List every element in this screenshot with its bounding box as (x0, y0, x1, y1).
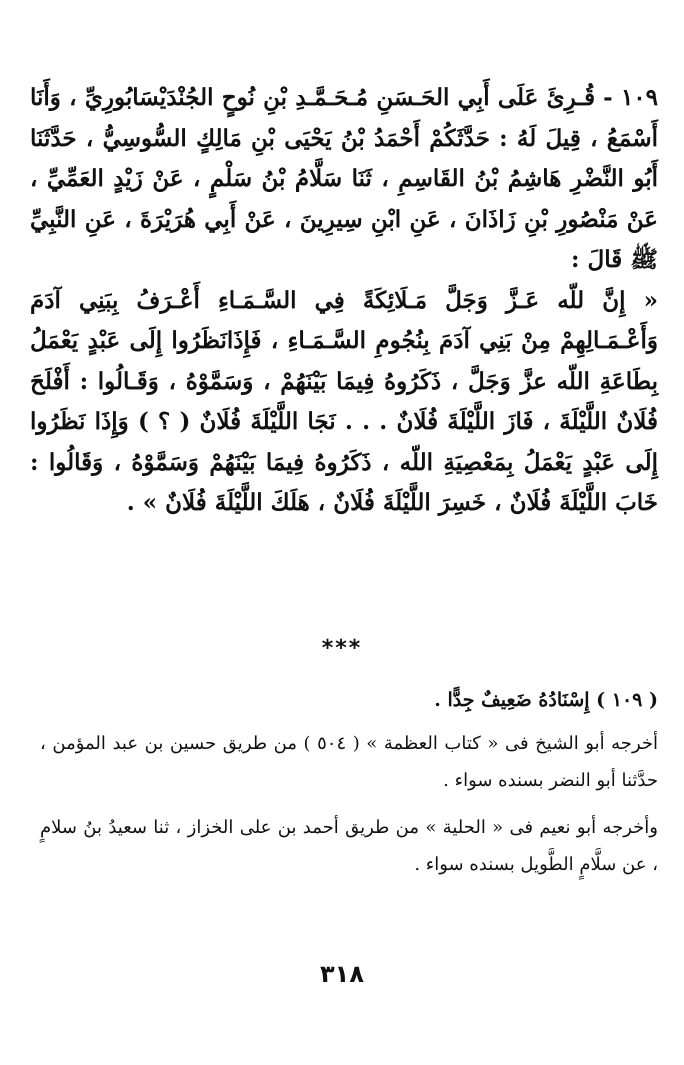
hadith-isnad: قُـرِئَ عَلَى أَبِي الحَـسَنِ مُـحَـمَّـدِ بْنِ نُوحٍ الجُنْدَيْسَابُورِيِّ ، وَأَنَا أَسْمَعُ ، قِيلَ لَهُ : حَدَّثَكُمْ أَحْمَدُ بْنُ يَحْيَى بْنِ مَالِكٍ السُّوسِيُّ ، حَدَّثَنَا أَبُو النَّضْرِ هَاشِمُ بْنُ القَاسِمِ ، ثَنَا سَلَّامُ بْنُ سَلْمٍ ، عَنْ زَيْدٍ العَمِّيِّ ، عَنْ مَنْصُورِ بْنِ زَاذَانَ ، عَنِ ابْنِ سِيرِينَ ، عَنْ أَبِي هُرَيْرَةَ ، عَنِ النَّبِيِّ ﷺ قَالَ : (30, 84, 658, 273)
footnote-paragraph: وأخرجه أبو نعيم فى « الحلية » من طريق أحمد بن على الخزاز ، ثنا سعيدُ بنُ سلامٍ ، عن سلَّامٍ الطَّويل بسنده سواء . (40, 817, 658, 875)
footnote-paragraph: أخرجه أبو الشيخ فى « كتاب العظمة » ( ٥٠٤ ) من طريق حسين بن عبد المؤمن ، حدَّثنا أبو النضر بسنده سواء . (40, 733, 658, 791)
footnote (40, 682, 658, 883)
section-separator: *** (321, 636, 363, 661)
hadith-text (30, 78, 658, 524)
page-number: ٣١٨ (320, 960, 364, 988)
footnote-heading: ( ١٠٩ ) إِسْنَادُهُ ضَعِيفٌ جِدًّا . (434, 689, 658, 711)
hadith-quote: « إِنَّ للّه عَـزَّ وَجَلَّ مَـلَائِكَةً فِي السَّـمَـاءِ أَعْـرَفُ بِبَنِي آدَمَ وَأَعْـمَـالِهِمْ مِنْ بَنِي آدَمَ بِنُجُومِ السَّـمَـاءِ ، فَإِذَانَظَرُوا إِلَى عَبْدٍ يَعْمَلُ بِطَاعَةِ اللّه عزَّ وَجَلَّ ، ذَكَرُوهُ فِيمَا بَيْنَهُمْ ، وَسَمَّوْهُ ، وَقَـالُوا : أَفْلَحَ فُلَانٌ اللَّيْلَةَ ، فَازَ اللَّيْلَةَ فُلَانٌ . . . نَجَا اللَّيْلَةَ فُلَانٌ ( ؟ ) وَإِذَا نَظَرُوا إِلَى عَبْدٍ يَعْمَلُ بِمَعْصِيَةِ اللّه ، ذَكَرُوهُ فِيمَا بَيْنَهُمْ وَسَمَّوْهُ ، وَقَالُوا : خَابَ اللَّيْلَةَ فُلَانٌ ، خَسِرَ اللَّيْلَةَ فُلَانٌ ، هَلَكَ اللَّيْلَةَ فُلَانٌ » . (30, 286, 658, 516)
hadith-chain (30, 78, 658, 281)
hadith-number: ١٠٩ - (603, 84, 658, 111)
